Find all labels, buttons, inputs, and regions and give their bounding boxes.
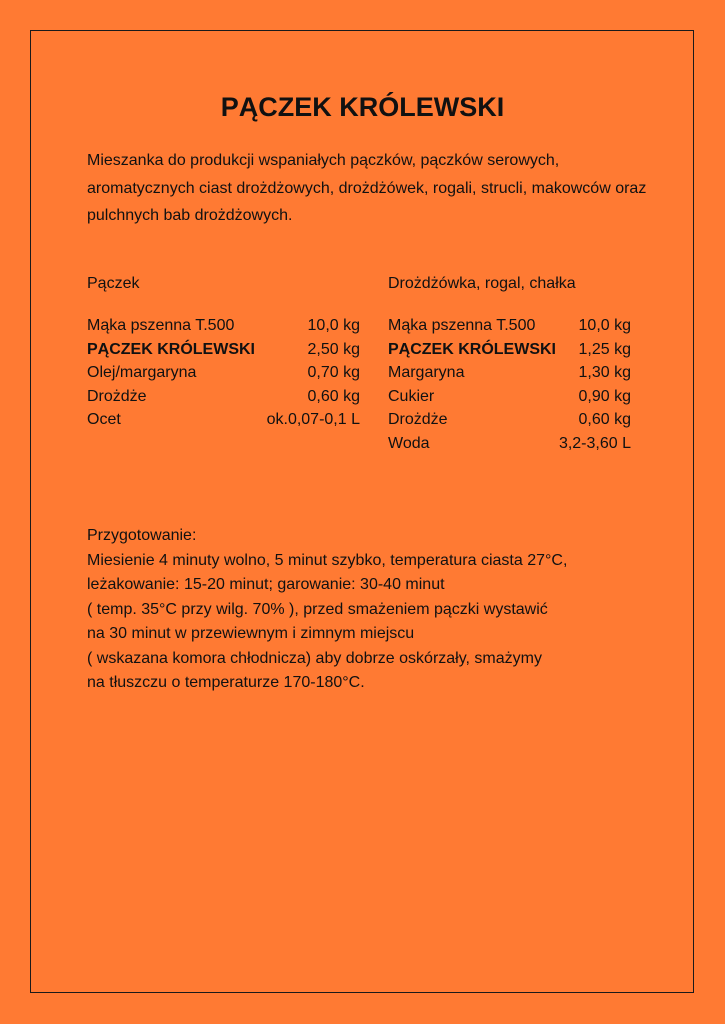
ingredient-row <box>388 408 631 432</box>
recipe-paczek <box>87 272 360 432</box>
ingredient-amount: 0,60 kg <box>578 411 631 428</box>
ingredient-name: Cukier <box>388 387 435 405</box>
ingredient-amount: 0,60 kg <box>307 387 360 405</box>
ingredient-name: PĄCZEK KRÓLEWSKI <box>87 340 255 358</box>
ingredient-name: PĄCZEK KRÓLEWSKI <box>388 340 556 358</box>
preparation-line: Miesienie 4 minuty wolno, 5 minut szybko, temperatura ciasta 27°C, <box>87 551 568 569</box>
ingredient-row <box>87 338 360 362</box>
ingredient-name: Mąka pszenna T.500 <box>87 317 235 334</box>
ingredient-name: Mąka pszenna T.500 <box>388 317 536 334</box>
ingredient-name: Woda <box>388 434 430 452</box>
ingredient-name: Drożdże <box>87 387 147 405</box>
ingredient-row <box>388 338 631 362</box>
ingredient-row <box>388 385 631 409</box>
preparation-line: na 30 minut w przewiewnym i zimnym miejscu <box>87 625 415 642</box>
ingredient-row <box>87 385 360 409</box>
ingredient-name: Margaryna <box>388 364 465 381</box>
ingredient-name: Drożdże <box>388 411 448 428</box>
ingredient-name: Ocet <box>87 411 121 428</box>
ingredient-row <box>388 314 631 338</box>
ingredient-row <box>87 361 360 385</box>
intro-paragraph: Mieszanka do produkcji wspaniałych pączków, pączków serowych, aromatycznych ciast drożdżowych, drożdżówek, rogali, strucli, makowców oraz pulchnych bab drożdżowych. <box>87 152 647 224</box>
ingredient-name: Olej/margaryna <box>87 364 197 381</box>
ingredient-amount: 0,90 kg <box>578 387 631 405</box>
ingredient-amount: 3,2-3,60 L <box>558 434 631 452</box>
ingredient-amount: 2,50 kg <box>307 340 360 358</box>
preparation-line: na tłuszczu o temperaturze 170-180°C. <box>87 674 365 691</box>
preparation-line: leżakowanie: 15-20 minut; garowanie: 30-40 minut <box>87 576 445 593</box>
ingredient-amount: ok.0,07-0,1 L <box>266 411 360 428</box>
ingredient-row <box>87 314 360 338</box>
ingredient-row <box>87 408 360 432</box>
ingredient-amount: 0,70 kg <box>307 364 360 381</box>
ingredient-amount: 1,25 kg <box>578 340 631 358</box>
preparation-line: ( temp. 35°C przy wilg. 70% ), przed smażeniem pączki wystawić <box>87 600 548 618</box>
ingredient-row <box>388 432 631 456</box>
preparation-line: ( wskazana komora chłodnicza) aby dobrze oskórzały, smażymy <box>87 649 542 667</box>
recipe-heading: Drożdżówka, rogal, chałka <box>388 275 576 292</box>
preparation-heading: Przygotowanie: <box>87 527 197 544</box>
ingredient-row <box>388 361 631 385</box>
recipe-heading: Pączek <box>87 275 140 292</box>
ingredient-amount: 10,0 kg <box>307 317 360 334</box>
recipe-drozdzowka <box>388 272 631 455</box>
ingredient-amount: 10,0 kg <box>578 317 631 334</box>
ingredient-amount: 1,30 kg <box>578 364 631 381</box>
document-title: PĄCZEK KRÓLEWSKI <box>220 92 505 122</box>
preparation-section <box>87 524 677 696</box>
